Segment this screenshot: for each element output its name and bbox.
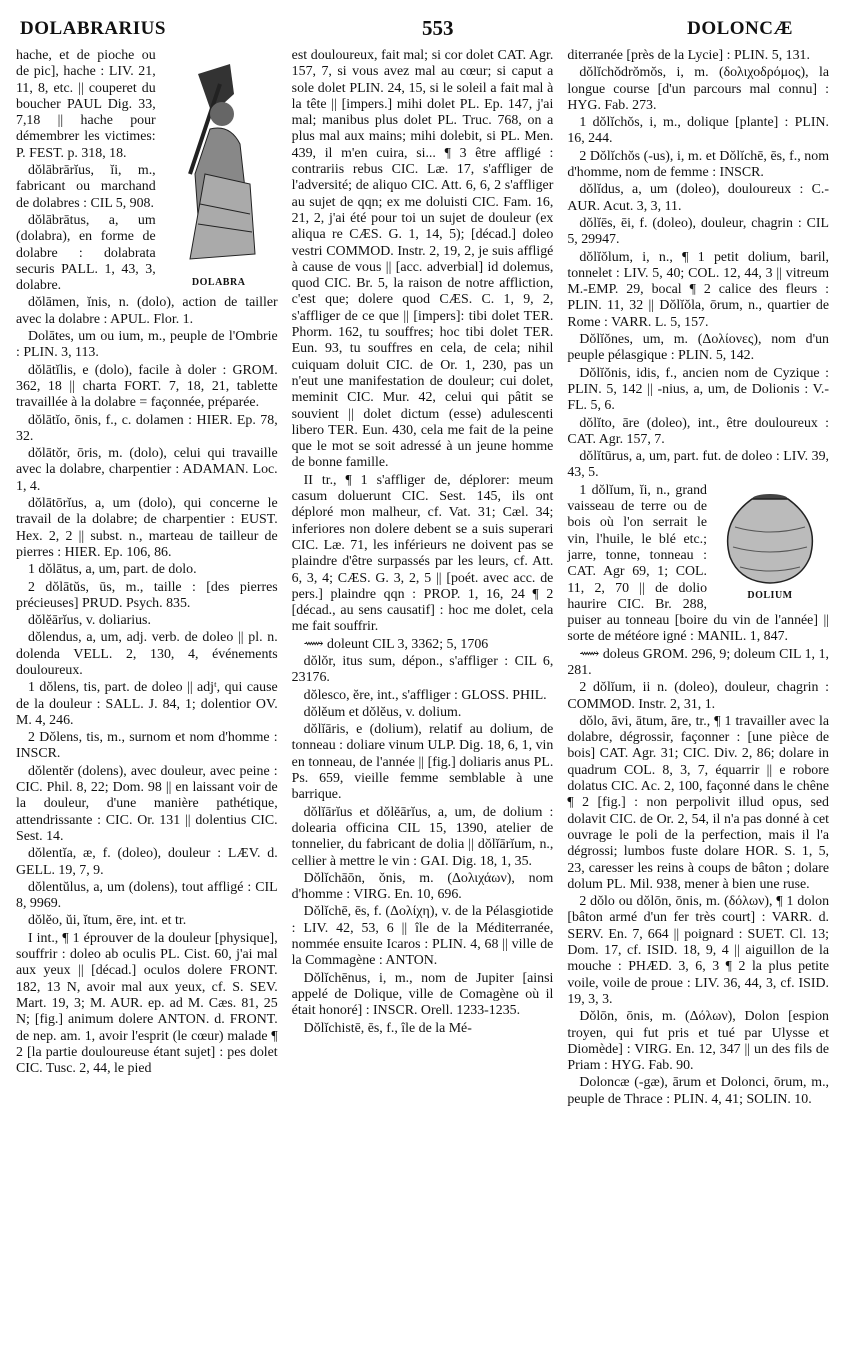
dolabra-illustration xyxy=(160,54,278,274)
column-left xyxy=(16,48,278,1109)
entry: dŏlātŏr, ōris, m. (dolo), celui qui travaille avec la dolabre, charpentier : ADAMAN. Loc. 1, 4. xyxy=(16,446,278,494)
entry: dŏlĕārĭus, v. doliarius. xyxy=(28,613,151,629)
entry: dŏlĭtūrus, a, um, part. fut. de doleo : LIV. 39, 43, 5. xyxy=(567,449,830,481)
entry: dŏlĕo, ŭi, ĭtum, ēre, int. et tr. xyxy=(28,913,187,929)
entry: hache, et de pioche ou de pic], hache : LIV. 21, 11, 8, etc. || couperet du boucher PAUL Dig. 33, 7,18 || hache pour démembrer les victimes: P. FEST. p. 318, 18. xyxy=(16,48,156,161)
entry: 1 dŏlens, tis, part. de doleo || adjᵗ, qui cause de la douleur : SALL. J. 84, 1; dolentior OV. M. 4, 246. xyxy=(16,680,278,728)
entry: ⟿ doleus GROM. 296, 9; doleum CIL 1, 1, 281. xyxy=(567,646,830,678)
column-middle xyxy=(292,48,554,1109)
entry: Dŏlĭchēnus, i, m., nom de Jupiter [ainsi appelé de Dolique, ville de Comagène où il était honoré] : INSCR. Orell. 1233-1235. xyxy=(291,970,554,1019)
entry: dŏlentĕr (dolens), avec douleur, avec peine : CIC. Phil. 8, 22; Dom. 98 || en laissant voir de la douleur, d'une manière pathétique, attendrissante : CIC. Or. 131 || dolentius CIC. Sest. 14. xyxy=(16,763,278,844)
entry: Dŏlōn, ōnis, m. (Δόλων), Dolon [espion troyen, qui fut pris et tué par Ulysse et Diomède] : VIRG. En. 12, 347 || un des fils de Priam : HYG. Fab. 90. xyxy=(567,1009,830,1074)
entry: Dŏlĭŏnes, um, m. (Δολίονες), nom d'un peuple pélasgique : PLIN. 5, 142. xyxy=(567,332,830,364)
entry: dŏlĭŏlum, i, n., ¶ 1 petit dolium, baril, tonnelet : LIV. 5, 40; COL. 12, 44, 3 || vitreum M.-EMP. 29, bocal ¶ 2 calice des fleurs : PLIN. 11, 32 || Dŏlĭŏla, ōrum, n., quartier de Rome : VARR. L. 5, 157. xyxy=(567,249,830,330)
entry: diterranée [près de la Lycie] : PLIN. 5, 131. xyxy=(567,48,810,63)
entry: dŏlĭchŏdrŏmŏs, i, m. (δολιχοδρόμος), la longue course [d'un parcours mal connu] : HYG. Fab. 273. xyxy=(567,65,830,113)
entry: 2 Dŏlĭchŏs (-us), i, m. et Dŏlĭchē, ēs, f., nom d'homme, nom de femme : INSCR. xyxy=(567,148,830,181)
entry: dŏlāmen, ĭnis, n. (dolo), action de tailler avec la dolabre : APUL. Flor. 1. xyxy=(16,295,278,327)
entry: dŏlentĭa, æ, f. (doleo), douleur : LÆV. d. GELL. 19, 7, 9. xyxy=(16,846,278,878)
entry: dŏlātĭo, ōnis, f., c. dolamen : HIER. Ep. 78, 32. xyxy=(16,412,278,444)
entry: dŏlentŭlus, a, um (dolens), tout affligé : CIL 8, 9969. xyxy=(16,879,278,912)
dolium-illustration xyxy=(715,487,825,587)
entry: est douloureux, fait mal; si cor dolet CAT. Agr. 157, 7, si vous avez mal au cœur; si caput a sole dolet PLIN. 24, 15, si le soleil a fait mal à la tête || [impers.] mihi dolet PL. Ep. 147, j'ai mal; manibus plus dolet PL. Truc. 768, on a plus mal aux mains; mihi dolebit, si PL. Men. 439, il m'en cuira, si... ¶ 3 être affligé : contrariis rebus CIC. Læ. 17, s'affliger de l'adversité; de aliquo CIC. Att. 6, 6, 2 s'affliger au sujet de qqn; ex me doluisti CIC. Fam. 16, 21, 2, j'ai été pour toi un sujet de douleur (ex aliqua re CÆS. G. 1, 14, 5); [décad.] doleo vestri COMMOD. Instr. 2, 19, 2, je suis affligé à cause de vous || [acc. adverbial] id dolemus, quod CIC. Br. 5, la raison de notre affliction, c'est que; dolere quod CÆS. C. 1, 9, 2, s'affliger de ce que || [impers]: tibi dolet TER. Phorm. 162, tu souffres; hoc tibi dolet TER. Eun. 93, tu souffres en cela, de cela; nihil cuiquam doluit CIC. de Or. 1, 230, pas un n'eut une manifestation de douleur; cui dolet, meminit CIC. Mur. 42, celui qui pâtit se souvient || dolet dictum (esse) adulescenti libero TER. Eun. 430, cela me fait de la peine que le mot se soit adressé à un jeune homme de bonne famille. xyxy=(291,48,554,471)
entry: dŏlātĭlis, e (dolo), facile à doler : GROM. 362, 18 || charta FORT. 7, 18, 21, tablette travaillée à la dolabre = façonnée, préparée. xyxy=(16,362,278,411)
entry: 2 dŏlātŭs, ūs, m., taille : [des pierres précieuses] PRUD. Psych. 835. xyxy=(16,579,278,611)
entry: Dŏlĭchistē, ēs, f., île de la Mé- xyxy=(303,1020,472,1036)
entry: dŏlĭārĭus et dŏlĕārĭus, a, um, de dolium : dolearia officina CIL 15, 1390, atelier de tonnelier, du fabricant de dolia || dŏlĭārĭum, n., cellier à mettre le vin : GAI. Dig. 18, 1, 35. xyxy=(291,804,554,869)
dolium-caption: DOLIUM xyxy=(747,589,793,601)
entry: dŏlĭto, āre (doleo), int., être douloureux : CAT. Agr. 157, 7. xyxy=(567,415,830,447)
entry: Doloncæ (-gæ), ārum et Dolonci, ōrum, m., peuple de Thrace : PLIN. 4, 41; SOLIN. 10. xyxy=(567,1075,830,1107)
entry: dŏlĭēs, ēi, f. (doleo), douleur, chagrin : CIL 5, 29947. xyxy=(567,215,830,248)
entry: 1 dŏlĭchŏs, i, m., dolique [plante] : PLIN. 16, 244. xyxy=(567,115,830,147)
entry: I int., ¶ 1 éprouver de la douleur [physique], souffrir : doleo ab oculis PL. Cist. 60, j'ai mal aux yeux || [décad.] oculos dolere FRONT. 182, 13 N, avoir mal aux yeux, cf. S. SEV. Mart. 19, 3; M. AUR. ep. ad M. Cæs. 81, 25 N; [fig.] animum dolere ANTON. d. FRONT. de nep. am. 1, avoir l'esprit (le cœur) malade ¶ 2 [la partie douloureuse étant sujet] : pes dolet CIC. Tusc. 2, 44, le pied xyxy=(16,930,278,1077)
entry: dŏlo, āvi, ātum, āre, tr., ¶ 1 travailler avec la dolabre, dégrossir, façonner : [une pièce de bois] CAT. Agr. 31; CIC. Div. 2, 86; dolare in quadrum COL. 8, 3, 7, équarrir || e robore dolatus CIC. Ac. 2, 100, façonné dans le chêne ¶ 2 [fig.] : non perpolivit illud opus, sed dolavit CIC. de Or. 2, 54, il n'a pas donné à cet ouvrage le poli de la perfection, mais il l'a dégrossi; lumbos fuste dolare HOR. S. 1, 5, 23, caresser les reins à coups de bâton ; dolare dolum PL. Mil. 938, mener à bien une ruse. xyxy=(567,713,830,892)
entry: Dŏlĭchāōn, ŏnis, m. (Δολιχάων), nom d'homme : VIRG. En. 10, 696. xyxy=(291,870,554,903)
entry: II tr., ¶ 1 s'affliger de, déplorer: meum casum doluerunt CIC. Sest. 145, ils ont déploré mon malheur, cf. Vat. 31; Cæl. 34; inferiores non dolere debent se a suis superari CIC. Læ. 71, les inférieurs ne doivent pas se plaindre d'être surpassés par les leurs, cf. Att. 6, 3, 4; CÆS. G. 3, 2, 5 || [poét. avec acc. de pers.] plaindre qqn : PROP. 1, 16, 24 ¶ 2 [décad., au sens causatif] : hoc me dolet, cela me fait souffrir. xyxy=(291,472,554,635)
dolabra-figure xyxy=(160,54,278,291)
entry: dŏlesco, ĕre, int., s'affliger : GLOSS. PHIL. xyxy=(303,687,547,703)
entry: 2 dŏlĭum, ii n. (doleo), douleur, chagrin : COMMOD. Instr. 2, 31, 1. xyxy=(567,680,830,712)
entry: 1 dŏlātus, a, um, part. de dolo. xyxy=(28,562,197,578)
entry: dŏlĕum et dŏlĕus, v. dolium. xyxy=(303,704,462,720)
entry: dŏlābrātus, a, um (dolabra), en forme de dolabre : dolabrata securis PALL. 1, 43, 3, dolabre. xyxy=(16,212,156,294)
entry: ⟿ doleunt CIL 3, 3362; 5, 1706 xyxy=(303,636,489,652)
entry: 2 Dŏlens, tis, m., surnom et nom d'homme : INSCR. xyxy=(16,730,278,762)
column-right xyxy=(567,48,829,1109)
entry: dŏlendus, a, um, adj. verb. de doleo || pl. n. dolenda VELL. 2, 130, 4, événements douloureux. xyxy=(16,630,278,678)
dolium-figure xyxy=(711,487,829,604)
entry: dŏlābrārĭus, ĭi, m., fabricant ou marchand de dolabres : CIL 5, 908. xyxy=(16,163,156,211)
dolabra-caption: DOLABRA xyxy=(191,277,246,288)
entry: Dŏlĭchē, ēs, f. (Δολίχη), v. de la Pélasgiotide : LIV. 42, 53, 6 || île de la Méditerranée, nommée ensuite Icaros : PLIN. 4, 68 || ville de la Commagène : ANTON. xyxy=(291,904,554,969)
page-header xyxy=(16,14,829,42)
entry: Dolātes, um ou ium, m., peuple de l'Ombrie : PLIN. 3, 113. xyxy=(16,329,278,361)
page-number: 553 xyxy=(422,16,454,40)
entry: dŏlŏr, itus sum, dépon., s'affliger : CIL 6, 23176. xyxy=(291,653,554,686)
header-left-headword: DOLABRARIUS xyxy=(20,18,166,39)
entry: 1 dŏlĭum, ĭi, n., grand vaisseau de terre ou de bois où l'on serrait le vin, l'huile, le blé etc.; jarre, tonne, tonneau : CAT. Agr 69, 1; COL. 11, 2, 70 || de dolio haurire CIC. Br. 288, puiser au tonneau [boire du vin de l'année] || sorte de météore igné : MANIL. 1, 847. xyxy=(567,482,830,645)
entry: Dŏlĭŏnis, idis, f., ancien nom de Cyzique : PLIN. 5, 142 || -nius, a, um, de Dolionis : V.-FL. 5, 6. xyxy=(567,365,830,414)
header-right-headword: DOLONCÆ xyxy=(687,18,793,39)
entry: 2 dŏlo ou dŏlōn, ōnis, m. (δόλων), ¶ 1 dolon [bâton armé d'un fer très court] : VARR. d. SERV. En. 7, 664 || poignard : SUET. Cl. 13; Dom. 17, cf. ISID. 18, 9, 4 || aiguillon de la mouche : PHÆD. 3, 6, 3 ¶ 2 la plus petite voile, voile de proue : LIV. 36, 44, 3, cf. ISID. 19, 3, 3. xyxy=(567,894,830,1007)
entry: dŏlĭāris, e (dolium), relatif au dolium, de tonneau : doliare vinum ULP. Dig. 18, 6, 1, vin en tonneau, de l'année || [fig.] doliaris anus PL. Ps. 659, vieille femme semblable à une barrique. xyxy=(291,722,554,803)
entry: dŏlĭdus, a, um (doleo), douloureux : C.-AUR. Acut. 3, 3, 11. xyxy=(567,182,830,214)
columns xyxy=(16,48,829,1109)
entry: dŏlātōrĭus, a, um (dolo), qui concerne le travail de la dolabre; de charpentier : EUST. Hex. 2, 2 || subst. n., marteau de tailleur de pierres : HIER. Ep. 106, 86. xyxy=(16,496,278,560)
